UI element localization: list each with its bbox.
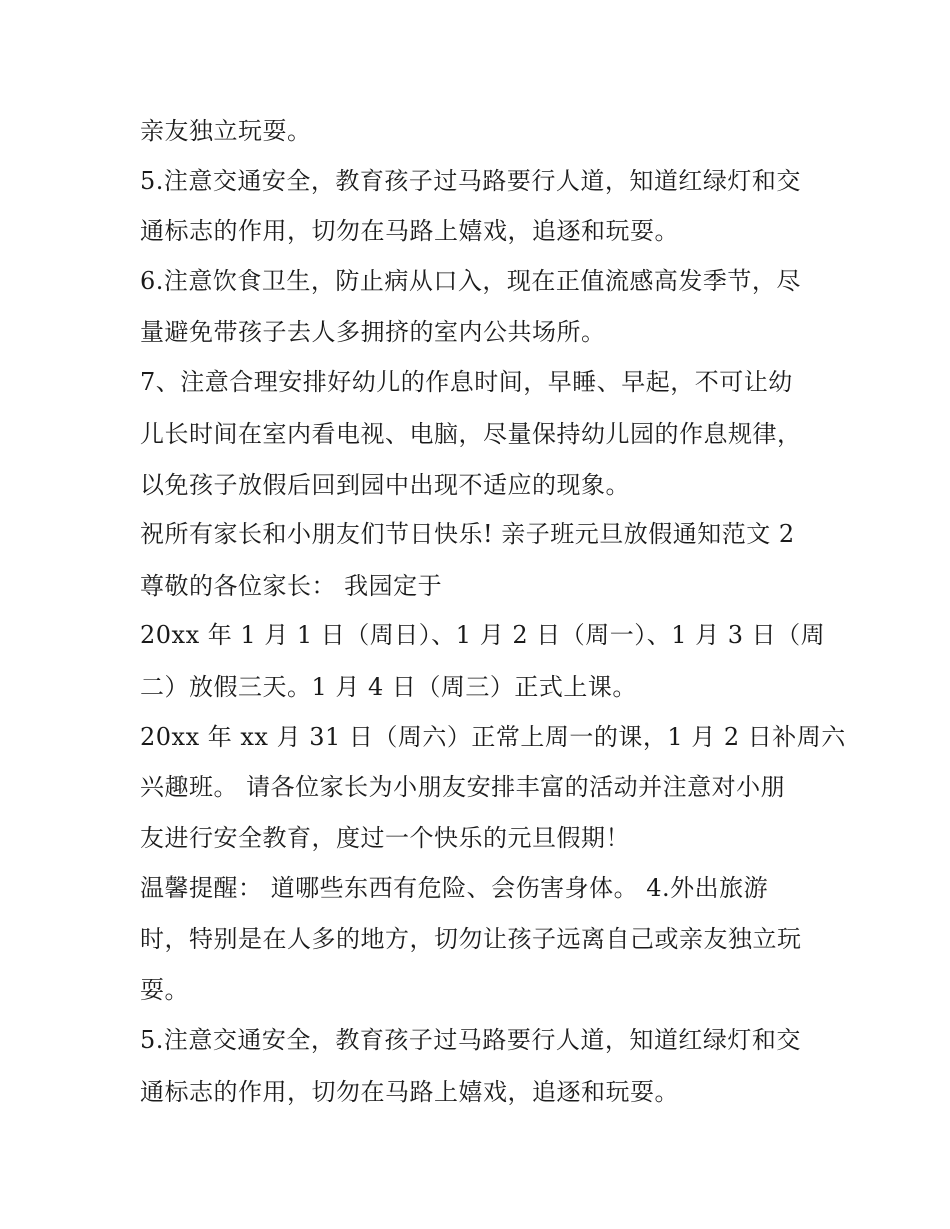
- text-line: 7、注意合理安排好幼儿的作息时间，早睡、早起，不可让幼: [140, 368, 793, 396]
- text-line: 儿长时间在室内看电视、电脑，尽量保持幼儿园的作息规律，: [140, 420, 802, 448]
- text-line: 6.注意饮食卫生，防止病从口入，现在正值流感高发季节，尽: [140, 267, 801, 295]
- text-line: 二）放假三天。1 月 4 日（周三）正式上课。: [140, 673, 637, 701]
- text-line: 祝所有家长和小朋友们节日快乐! 亲子班元旦放假通知范文 2: [140, 520, 795, 548]
- text-line: 通标志的作用，切勿在马路上嬉戏，追逐和玩耍。: [140, 217, 679, 245]
- text-line: 温馨提醒： 道哪些东西有危险、会伤害身体。 4.外出旅游: [140, 874, 769, 902]
- text-line: 时，特别是在人多的地方，切勿让孩子远离自己或亲友独立玩: [140, 925, 802, 953]
- text-line: 亲友独立玩耍。: [140, 117, 312, 145]
- text-line: 5.注意交通安全，教育孩子过马路要行人道，知道红绿灯和交: [140, 167, 801, 195]
- text-line: 20xx 年 xx 月 31 日（周六）正常上周一的课，1 月 2 日补周六: [140, 723, 846, 751]
- text-line: 友进行安全教育，度过一个快乐的元旦假期！: [140, 824, 630, 852]
- text-line: 耍。: [140, 976, 189, 1004]
- text-line: 20xx 年 1 月 1 日（周日）、1 月 2 日（周一）、1 月 3 日（周: [140, 621, 826, 649]
- text-line: 兴趣班。 请各位家长为小朋友安排丰富的活动并注意对小朋: [140, 773, 786, 801]
- text-line: 以免孩子放假后回到园中出现不适应的现象。: [140, 471, 630, 499]
- text-line: 尊敬的各位家长： 我园定于: [140, 572, 443, 600]
- text-line: 5.注意交通安全，教育孩子过马路要行人道，知道红绿灯和交: [140, 1026, 801, 1054]
- text-line: 通标志的作用，切勿在马路上嬉戏，追逐和玩耍。: [140, 1078, 679, 1106]
- text-line: 量避免带孩子去人多拥挤的室内公共场所。: [140, 318, 606, 346]
